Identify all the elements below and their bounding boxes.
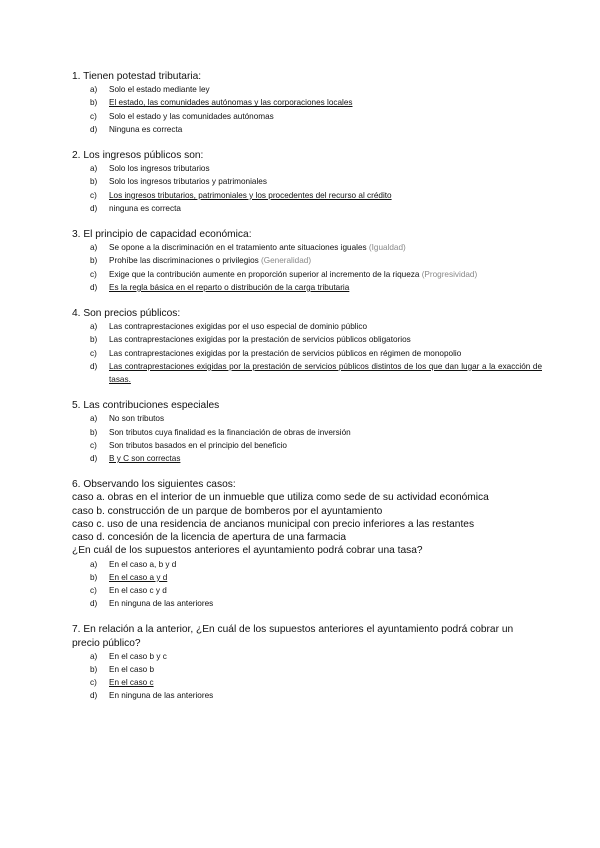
option-text: [109, 426, 542, 439]
option-main-text: Las contraprestaciones exigidas por la prestación de servicios públicos en régimen de monopolio: [109, 348, 462, 358]
option-main-text: El estado, las comunidades autónomas y las corporaciones locales: [109, 98, 353, 108]
correct-answer-text: [109, 676, 542, 689]
answer-option: [72, 571, 542, 584]
option-text: [109, 584, 542, 597]
option-letter: c): [90, 440, 97, 450]
answer-option: [72, 110, 542, 123]
answer-option: [72, 558, 542, 571]
question-title: 2. Los ingresos públicos son:: [72, 150, 204, 162]
option-main-text: Las contraprestaciones exigidas por el uso especial de dominio público: [109, 322, 368, 332]
option-main-text: Se opone a la discriminación en el tratamiento ante situaciones iguales: [109, 243, 367, 253]
option-letter: d): [90, 599, 98, 609]
case-line: ¿En cuál de los supuestos anteriores el ayuntamiento podrá cobrar una tasa?: [72, 545, 423, 557]
question-6: [72, 478, 542, 610]
question-title: 6. Observando los siguientes casos:: [72, 479, 236, 491]
correct-answer-text: [109, 360, 542, 386]
option-letter: b): [90, 572, 98, 582]
correct-answer-text: [109, 281, 542, 294]
option-text: [109, 597, 542, 610]
option-letter: a): [90, 559, 98, 569]
option-main-text: No son tributos: [109, 414, 165, 424]
option-main-text: En el caso b y c: [109, 651, 167, 661]
option-main-text: En el caso b: [109, 664, 155, 674]
option-text: [109, 412, 542, 425]
option-main-text: En el caso c y d: [109, 585, 167, 595]
option-main-text: Es la regla básica en el reparto o distribución de la carga tributaria: [109, 282, 350, 292]
answer-option: [72, 281, 542, 294]
answer-option: [72, 241, 542, 254]
option-list: [72, 241, 542, 294]
option-letter: d): [90, 282, 98, 292]
answer-option: [72, 202, 542, 215]
answer-option: [72, 189, 542, 202]
option-main-text: Los ingresos tributarios, patrimoniales y los procedentes del recurso al crédito: [109, 190, 392, 200]
option-list: [72, 558, 542, 611]
option-letter: c): [90, 111, 97, 121]
option-list: [72, 162, 542, 215]
option-letter: a): [90, 164, 98, 174]
option-text: [109, 162, 542, 175]
option-letter: c): [90, 190, 97, 200]
option-letter: b): [90, 98, 98, 108]
option-letter: c): [90, 678, 97, 688]
answer-option: [72, 597, 542, 610]
answer-option: [72, 439, 542, 452]
answer-option: [72, 360, 542, 386]
answer-option: [72, 426, 542, 439]
answer-option: [72, 175, 542, 188]
question-1: [72, 70, 542, 136]
option-letter: d): [90, 454, 98, 464]
option-letter: a): [90, 322, 98, 332]
answer-option: [72, 676, 542, 689]
option-hint: (Igualdad): [368, 243, 406, 253]
option-text: [109, 175, 542, 188]
option-main-text: ninguna es correcta: [109, 203, 181, 213]
option-main-text: Son tributos cuya finalidad es la financiación de obras de inversión: [109, 427, 351, 437]
option-main-text: En ninguna de las anteriores: [109, 691, 214, 701]
answer-option: [72, 96, 542, 109]
option-text: [109, 83, 542, 96]
question-5: [72, 399, 542, 465]
answer-option: [72, 254, 542, 267]
question-title: 5. Las contribuciones especiales: [72, 400, 220, 412]
option-letter: c): [90, 269, 97, 279]
correct-answer-text: [109, 189, 542, 202]
option-main-text: Solo los ingresos tributarios y patrimoniales: [109, 177, 267, 187]
option-text: [109, 254, 542, 267]
option-letter: b): [90, 335, 98, 345]
answer-option: [72, 663, 542, 676]
question-3: [72, 228, 542, 294]
question-title: 7. En relación a la anterior, ¿En cuál de los supuestos anteriores el ayuntamiento podrá cobrar un precio público?: [72, 624, 514, 649]
option-text: [109, 439, 542, 452]
answer-option: [72, 333, 542, 346]
option-letter: d): [90, 361, 98, 371]
option-letter: b): [90, 256, 98, 266]
option-text: [109, 689, 542, 702]
answer-option: [72, 83, 542, 96]
option-main-text: En el caso a, b y d: [109, 559, 177, 569]
option-letter: a): [90, 651, 98, 661]
option-letter: d): [90, 124, 98, 134]
option-letter: a): [90, 414, 98, 424]
answer-option: [72, 268, 542, 281]
option-letter: c): [90, 348, 97, 358]
case-line: caso d. concesión de la licencia de apertura de una farmacia: [72, 532, 347, 544]
option-text: [109, 268, 542, 281]
option-main-text: Prohíbe las discriminaciones o privilegios: [109, 256, 259, 266]
quiz-document: [72, 70, 542, 703]
option-main-text: B y C son correctas: [109, 454, 181, 464]
option-text: [109, 320, 542, 333]
correct-answer-text: [109, 96, 542, 109]
option-hint: (Progresividad): [421, 269, 478, 279]
option-text: [109, 347, 542, 360]
option-letter: b): [90, 664, 98, 674]
question-title: 3. El principio de capacidad económica:: [72, 229, 252, 241]
option-letter: c): [90, 585, 97, 595]
option-text: [109, 663, 542, 676]
case-line: caso c. uso de una residencia de ancianos municipal con precio inferiores a las restantes: [72, 518, 475, 530]
case-line: caso b. construcción de un parque de bomberos por el ayuntamiento: [72, 505, 383, 517]
option-main-text: Solo los ingresos tributarios: [109, 164, 210, 174]
option-text: [109, 110, 542, 123]
option-letter: d): [90, 203, 98, 213]
option-letter: a): [90, 85, 98, 95]
answer-option: [72, 162, 542, 175]
answer-option: [72, 412, 542, 425]
option-main-text: Son tributos basados en el principio del beneficio: [109, 440, 287, 450]
option-main-text: Exige que la contribución aumente en proporción superior al incremento de la riqueza: [109, 269, 420, 279]
option-text: [109, 123, 542, 136]
option-text: [109, 241, 542, 254]
question-title: 4. Son precios públicos:: [72, 308, 181, 320]
option-hint: (Generalidad): [261, 256, 312, 266]
option-letter: b): [90, 427, 98, 437]
option-text: [109, 650, 542, 663]
option-main-text: Solo el estado mediante ley: [109, 85, 210, 95]
correct-answer-text: [109, 571, 542, 584]
option-main-text: En el caso c: [109, 678, 154, 688]
question-2: [72, 149, 542, 215]
option-main-text: En ninguna de las anteriores: [109, 599, 214, 609]
answer-option: [72, 689, 542, 702]
question-7: [72, 623, 542, 702]
option-main-text: Las contraprestaciones exigidas por la prestación de servicios públicos obligatorios: [109, 335, 411, 345]
answer-option: [72, 452, 542, 465]
answer-option: [72, 123, 542, 136]
option-list: [72, 83, 542, 136]
option-letter: a): [90, 243, 98, 253]
option-letter: d): [90, 691, 98, 701]
option-letter: b): [90, 177, 98, 187]
option-text: [109, 333, 542, 346]
option-text: [109, 558, 542, 571]
answer-option: [72, 650, 542, 663]
option-list: [72, 320, 542, 386]
option-main-text: Ninguna es correcta: [109, 124, 183, 134]
option-list: [72, 650, 542, 703]
case-line: caso a. obras en el interior de un inmueble que utiliza como sede de su actividad económica: [72, 492, 489, 504]
option-main-text: Las contraprestaciones exigidas por la prestación de servicios públicos distintos de los que dan lugar a la exacción de tasas.: [109, 361, 542, 385]
option-main-text: En el caso a y d: [109, 572, 168, 582]
answer-option: [72, 320, 542, 333]
option-text: [109, 202, 542, 215]
correct-answer-text: [109, 452, 542, 465]
answer-option: [72, 584, 542, 597]
option-list: [72, 412, 542, 465]
question-4: [72, 307, 542, 386]
question-title: 1. Tienen potestad tributaria:: [72, 71, 202, 82]
answer-option: [72, 347, 542, 360]
option-main-text: Solo el estado y las comunidades autónomas: [109, 111, 274, 121]
